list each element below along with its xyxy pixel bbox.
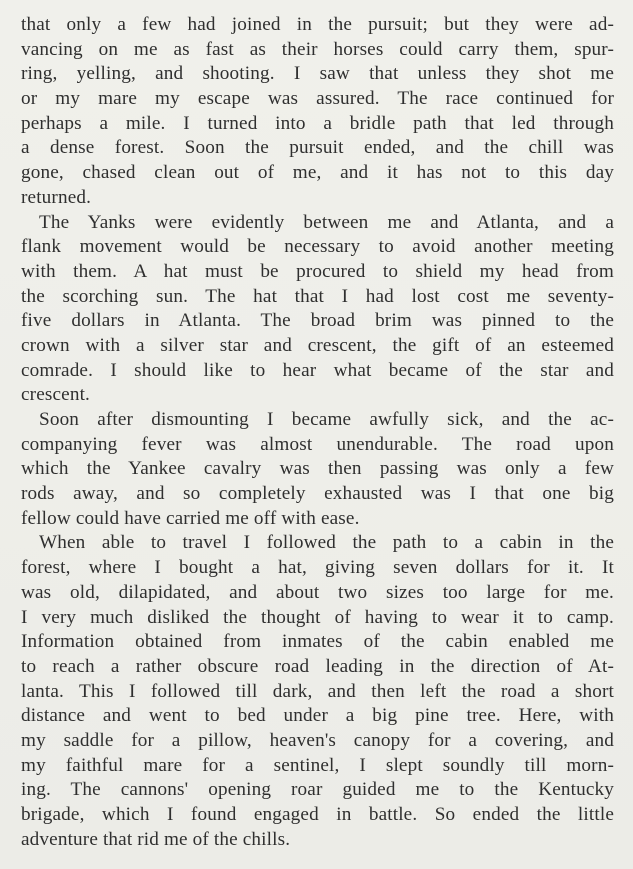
text-line: a dense forest. Soon the pursuit ended, and the chill was [21, 137, 614, 159]
text-line: vancing on me as fast as their horses could carry them, spur- [21, 38, 614, 60]
text-line: five dollars in Atlanta. The broad brim was pinned to the [21, 310, 614, 332]
paragraph-first-line: When able to travel I followed the path to a cabin in the [39, 532, 614, 554]
text-line: lanta. This I followed till dark, and then left the road a short [21, 680, 614, 702]
text-line: that only a few had joined in the pursuit; but they were ad- [21, 14, 614, 35]
text-line: brigade, which I found engaged in battle. So ended the little [21, 804, 614, 825]
text-line: distance and went to bed under a big pine tree. Here, with [21, 705, 614, 727]
text-line: was old, dilapidated, and about two sizes too large for me. [21, 581, 614, 603]
text-line: to reach a rather obscure road leading in the direction of At- [21, 655, 614, 677]
text-line: rods away, and so completely exhausted was I that one big [21, 483, 614, 505]
text-line: ring, yelling, and shooting. I saw that unless they shot me [21, 63, 614, 85]
paragraph-first-line: The Yanks were evidently between me and Atlanta, and a [39, 211, 614, 233]
text-line: returned. [21, 186, 92, 208]
text-line: with them. A hat must be procured to shield my head from [21, 260, 614, 282]
text-body [21, 13, 614, 852]
text-line: which the Yankee cavalry was then passing was only a few [21, 458, 614, 480]
text-line: the scorching sun. The hat that I had lost cost me seventy- [21, 285, 614, 307]
text-line: I very much disliked the thought of having to wear it to camp. [21, 606, 614, 628]
text-line: comrade. I should like to hear what became of the star and [21, 359, 614, 381]
paragraph-first-line: Soon after dismounting I became awfully sick, and the ac- [39, 409, 614, 430]
text-line: crescent. [21, 384, 90, 406]
text-line: my saddle for a pillow, heaven's canopy for a covering, and [21, 729, 614, 751]
text-line: companying fever was almost unendurable. The road upon [21, 433, 614, 455]
text-line: adventure that rid me of the chills. [21, 828, 291, 850]
text-line: fellow could have carried me off with ease. [21, 507, 360, 529]
text-line: flank movement would be necessary to avoid another meeting [21, 236, 614, 258]
text-line: Information obtained from inmates of the cabin enabled me [21, 631, 614, 653]
text-line: ing. The cannons' opening roar guided me to the Kentucky [21, 779, 614, 801]
text-line: perhaps a mile. I turned into a bridle path that led through [21, 112, 614, 134]
text-line: crown with a silver star and crescent, the gift of an esteemed [21, 334, 614, 356]
text-line: forest, where I bought a hat, giving seven dollars for it. It [21, 557, 614, 579]
text-line: gone, chased clean out of me, and it has not to this day [21, 162, 614, 184]
text-line: my faithful mare for a sentinel, I slept soundly till morn- [21, 754, 614, 776]
text-line: or my mare my escape was assured. The race continued for [21, 88, 614, 110]
